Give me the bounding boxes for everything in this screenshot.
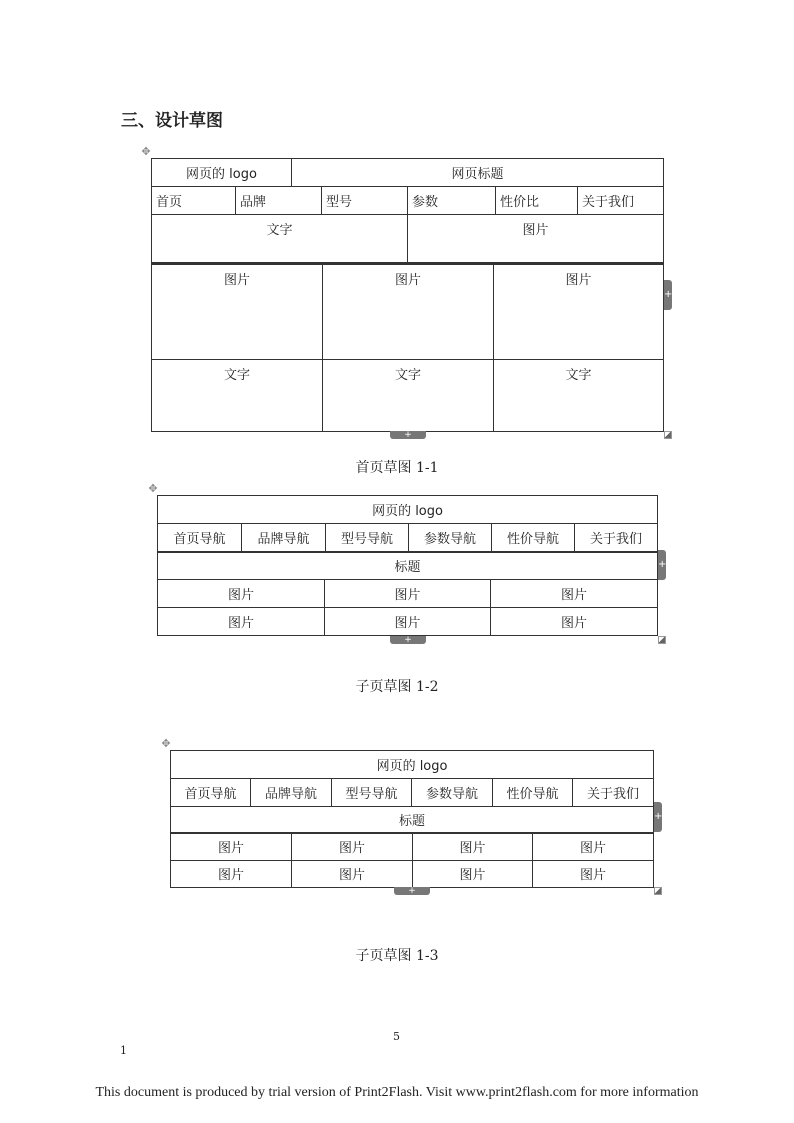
table-resize-icon[interactable] bbox=[664, 431, 672, 439]
image-cell: 图片 bbox=[325, 580, 491, 608]
grid-image-cell: 图片 bbox=[494, 264, 664, 359]
grid-image-cell: 图片 bbox=[323, 264, 494, 359]
grid-text-cell: 文字 bbox=[494, 359, 664, 431]
page-number: 5 bbox=[393, 1030, 400, 1043]
title-cell: 网页标题 bbox=[292, 159, 664, 187]
add-column-button[interactable]: + bbox=[658, 550, 666, 580]
nav-cell: 品牌导航 bbox=[251, 779, 332, 807]
image-cell: 图片 bbox=[413, 833, 533, 860]
nav-cell: 首页导航 bbox=[158, 524, 242, 552]
nav-cell: 性价导航 bbox=[493, 779, 573, 807]
margin-number: 1 bbox=[120, 1044, 127, 1057]
nav-cell: 品牌导航 bbox=[242, 524, 326, 552]
section-heading: 三、设计草图 bbox=[121, 111, 223, 131]
nav-cell-home: 首页 bbox=[152, 187, 236, 215]
grid-text-cell: 文字 bbox=[323, 359, 494, 431]
nav-cell-model: 型号 bbox=[322, 187, 408, 215]
nav-cell-value: 性价比 bbox=[496, 187, 578, 215]
table-move-icon[interactable]: ✥ bbox=[141, 145, 151, 158]
nav-cell-brand: 品牌 bbox=[236, 187, 322, 215]
nav-cell-about: 关于我们 bbox=[578, 187, 664, 215]
nav-cell: 参数导航 bbox=[409, 524, 492, 552]
add-column-button[interactable]: + bbox=[664, 280, 672, 310]
image-cell: 图片 bbox=[413, 860, 533, 887]
nav-cell: 首页导航 bbox=[171, 779, 251, 807]
home-sketch-grid bbox=[151, 263, 664, 432]
add-column-button[interactable]: + bbox=[654, 802, 662, 832]
caption-3: 子页草图 1-3 bbox=[355, 948, 439, 964]
logo-cell: 网页的 logo bbox=[171, 751, 654, 779]
nav-cell: 性价导航 bbox=[492, 524, 575, 552]
nav-cell: 参数导航 bbox=[412, 779, 493, 807]
logo-cell: 网页的 logo bbox=[152, 159, 292, 187]
add-row-button[interactable]: + bbox=[394, 887, 430, 895]
image-cell: 图片 bbox=[408, 215, 664, 263]
logo-cell: 网页的 logo bbox=[158, 496, 658, 524]
caption-2: 子页草图 1-2 bbox=[355, 679, 439, 695]
image-cell: 图片 bbox=[158, 608, 325, 636]
title-cell: 标题 bbox=[171, 807, 654, 833]
caption-1: 首页草图 1-1 bbox=[355, 460, 439, 476]
table-resize-icon[interactable] bbox=[654, 887, 662, 895]
text-cell: 文字 bbox=[152, 215, 408, 263]
image-cell: 图片 bbox=[325, 608, 491, 636]
image-cell: 图片 bbox=[171, 860, 292, 887]
nav-cell: 型号导航 bbox=[332, 779, 412, 807]
grid-image-cell: 图片 bbox=[152, 264, 323, 359]
nav-cell-params: 参数 bbox=[408, 187, 496, 215]
table-resize-icon[interactable] bbox=[658, 636, 666, 644]
nav-cell: 关于我们 bbox=[573, 779, 654, 807]
image-cell: 图片 bbox=[171, 833, 292, 860]
image-cell: 图片 bbox=[491, 580, 658, 608]
add-row-button[interactable]: + bbox=[390, 431, 426, 439]
grid-text-cell: 文字 bbox=[152, 359, 323, 431]
subpage-image-grid-2 bbox=[170, 832, 654, 888]
image-cell: 图片 bbox=[158, 580, 325, 608]
image-cell: 图片 bbox=[491, 608, 658, 636]
subpage-sketch-table-2 bbox=[170, 750, 654, 833]
add-row-button[interactable]: + bbox=[390, 636, 426, 644]
image-cell: 图片 bbox=[533, 833, 654, 860]
table-move-icon[interactable]: ✥ bbox=[148, 482, 158, 495]
nav-cell: 型号导航 bbox=[326, 524, 409, 552]
footer-note: This document is produced by trial version of Print2Flash. Visit www.print2flash.com for more information bbox=[95, 1085, 699, 1100]
home-sketch-table bbox=[151, 158, 664, 263]
subpage-sketch-table bbox=[157, 495, 658, 580]
image-cell: 图片 bbox=[533, 860, 654, 887]
image-cell: 图片 bbox=[292, 833, 413, 860]
title-cell: 标题 bbox=[158, 552, 658, 580]
subpage-image-grid bbox=[157, 579, 658, 636]
image-cell: 图片 bbox=[292, 860, 413, 887]
nav-cell: 关于我们 bbox=[575, 524, 658, 552]
table-move-icon[interactable]: ✥ bbox=[161, 737, 171, 750]
